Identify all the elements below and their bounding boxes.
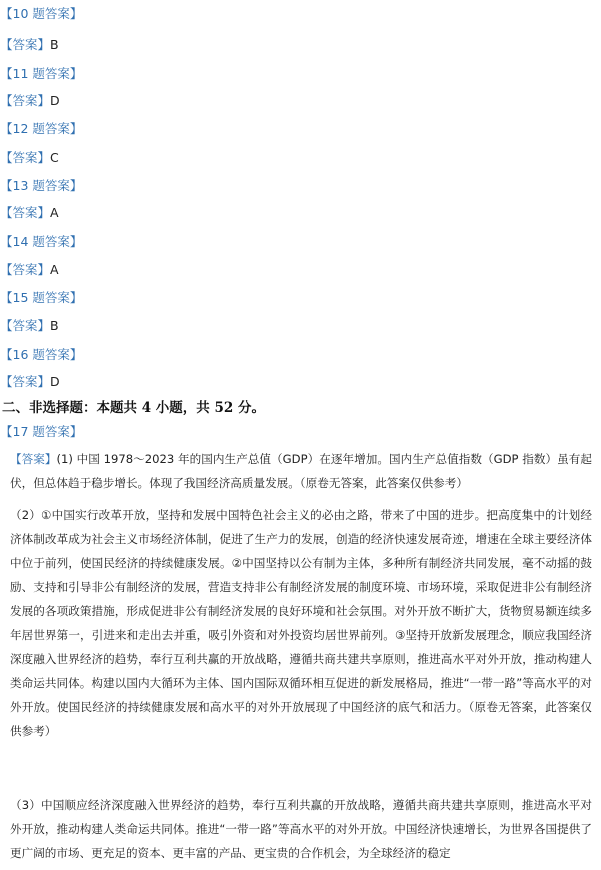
answer-17-part-3: （3）中国顺应经济深度融入世界经济的趋势，奉行互利共赢的开放战略，遵循共商共建共享原则，推进高水平对外开放，推动构建人类命运共同体。推进“一带一路”等高水平的对外开放。中国经济快速增长，为世界各国提供了更广阔的市场、更充足的资本、更丰富的产品、更宝贵的合作机会，为全球经济的稳定: [10, 798, 592, 860]
answer-line-13: 【答案】A: [0, 205, 59, 220]
answer-17-label: 【答案】: [10, 452, 57, 466]
answer-heading-16: 【16 题答案】: [0, 347, 83, 362]
answer-line-11: 【答案】D: [0, 93, 60, 108]
answer-heading-12: 【12 题答案】: [0, 121, 83, 136]
answer-line-14: 【答案】A: [0, 262, 59, 277]
answer-heading-17: 【17 题答案】: [0, 424, 83, 439]
answer-heading-10: 【10 题答案】: [0, 6, 83, 21]
answer-heading-15: 【15 题答案】: [0, 290, 83, 305]
answer-line-10: 【答案】B: [0, 37, 59, 52]
section-title: 二、非选择题：本题共 4 小题，共 52 分。: [2, 400, 265, 416]
answer-line-16: 【答案】D: [0, 374, 60, 389]
answer-heading-13: 【13 题答案】: [0, 178, 83, 193]
answer-line-12: 【答案】C: [0, 150, 59, 165]
answer-17-part-1: [10, 447, 592, 495]
answer-17-part-2: （2）①中国实行改革开放，坚持和发展中国特色社会主义的必由之路，带来了中国的进步。把高度集中的计划经济体制改革成为社会主义市场经济体制，促进了生产力的发展，创造的经济快速发展奇迹，增速在全球主要经济体中位于前列，使国民经济的持续健康发展。②中国坚持以公有制为主体，多种所有制经济共同发展，毫不动摇的鼓励、支持和引导非公有制经济的发展，营造支持非公有制经济发展的制度环境、市场环境，采取促进非公有制经济发展的各项政策措施，形成促进非公有制经济发展的良好环境和社会氛围。对外开放不断扩大，货物贸易额连续多年居世界第一，引进来和走出去并重，吸引外资和对外投资均居世界前列。③坚持开放新发展理念，顺应我国经济深度融入世界经济的趋势，奉行互利共赢的开放战略，遵循共商共建共享原则，推进高水平对外开放，推动构建人类命运共同体。构建以国内大循环为主体、国内国际双循环相互促进的新发展格局，推进“一带一路”等高水平的对外开放。使国民经济的持续健康发展和高水平的对外开放展现了中国经济的底气和活力。（原卷无答案，此答案仅供参考）: [10, 508, 592, 738]
answer-17-part-1-text: (1) 中国 1978～2023 年的国内生产总值（GDP）在逐年增加。国内生产总值指数（GDP 指数）虽有起伏，但总体趋于稳步增长。体现了我国经济高质量发展。（原卷无答案，此答案仅供参考）: [10, 452, 592, 490]
answer-heading-11: 【11 题答案】: [0, 66, 83, 81]
answer-heading-14: 【14 题答案】: [0, 234, 83, 249]
answer-line-15: 【答案】B: [0, 318, 59, 333]
